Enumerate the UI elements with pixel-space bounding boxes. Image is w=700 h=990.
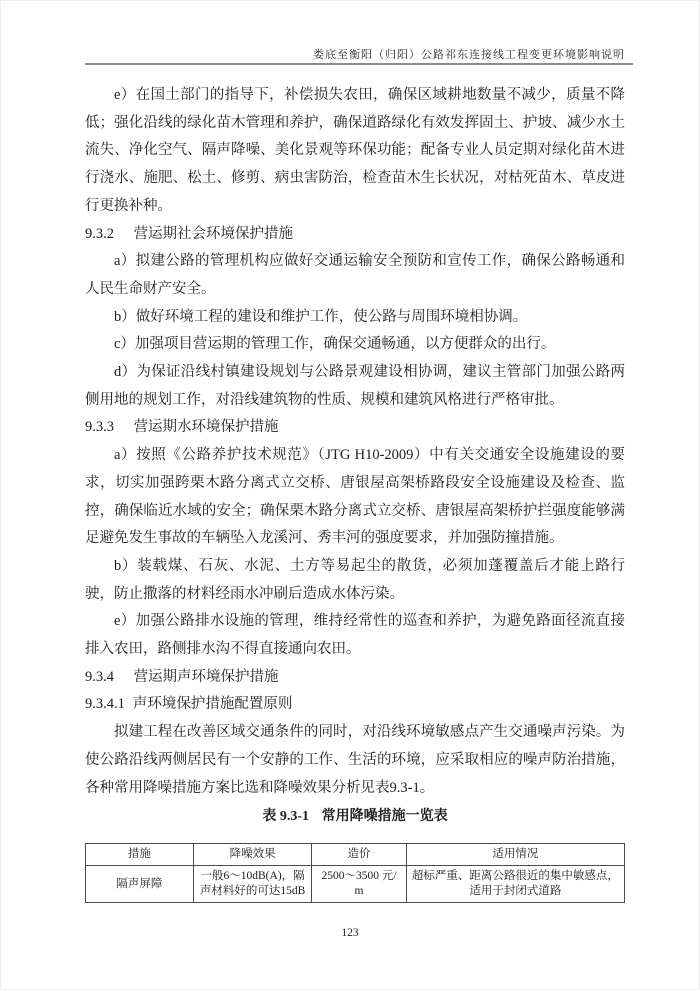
section-heading-9-3-4 [85, 664, 625, 692]
page-number: 123 [341, 927, 359, 939]
section-number: 9.3.2 [85, 225, 114, 242]
table-header-row [86, 844, 625, 866]
paragraph-e-farmland: e）在国土部门的指导下，补偿损失农田，确保区域耕地数量不减少，质量不降低；强化沿线的绿化苗木管理和养护，确保道路绿化有效发挥固土、护坡、减少水土流失、净化空气、隔声降噪、美化景观等环保功能；配备专业人员定期对绿化苗木进行浇水、施肥、松土、修剪、病虫害防治，检查苗木生长状况，对枯死苗木、草皮进行更换补种。 [85, 87, 625, 214]
paragraph-9-3-2-d: d）为保证沿线村镇建设规划与公路景观建设相协调，建议主管部门加强公路两侧用地的规划工作，对沿线建筑物的性质、规模和建筑风格进行严格审批。 [85, 364, 625, 408]
paragraph-noise-intro: 拟建工程在改善区域交通条件的同时，对沿线环境敏感点产生交通噪声污染。为使公路沿线两侧居民有一个安静的工作、生活的环境，应采取相应的噪声防治措施，各种常用降噪措施方案比选和降噪效果分析见表9.3-1。 [85, 724, 625, 796]
section-title: 营运期声环境保护措施 [133, 668, 279, 685]
running-header-title: 娄底至衡阳（归阳）公路祁东连接线工程变更环境影响说明 [313, 49, 625, 61]
paragraph-9-3-2-a: a）拟建公路的管理机构应做好交通运输安全预防和宣传工作，确保公路畅通和人民生命财产安全。 [85, 253, 625, 297]
document-body [85, 82, 625, 903]
column-header-cost: 造价 [312, 844, 406, 866]
section-title: 营运期水环境保护措施 [133, 419, 279, 436]
table-row [86, 866, 625, 903]
table-caption-title: 常用降噪措施一览表 [321, 809, 448, 825]
noise-measures-table [85, 843, 625, 903]
section-heading-9-3-3 [85, 414, 625, 442]
paragraph-9-3-2-b: b）做好环境工程的建设和维护工作，使公路与周围环境相协调。 [114, 308, 528, 325]
section-heading-9-3-4-1 [85, 691, 625, 719]
section-number: 9.3.4 [85, 668, 114, 685]
section-number: 9.3.4.1 [85, 696, 125, 713]
paragraph-9-3-2-c: c）加强项目营运期的管理工作，确保交通畅通，以方便群众的出行。 [114, 336, 556, 353]
section-number: 9.3.3 [85, 419, 114, 436]
cell-noise-reduction: 一般6～10dB(A)，隔声材料好的可达15dB [193, 866, 312, 903]
paragraph-9-3-3-b: b）装载煤、石灰、水泥、土方等易起尘的散货，必须加蓬覆盖后才能上路行驶，防止撒落的材料经雨水冲刷后造成水体污染。 [85, 557, 625, 602]
section-title: 声环境保护措施配置原则 [132, 696, 293, 713]
table-caption-label: 表 9.3-1 [262, 809, 310, 825]
cell-cost: 2500～3500 元/m [312, 866, 406, 903]
paragraph-9-3-3-e: e）加强公路排水设施的管理，维持经常性的巡查和养护，为避免路面径流直接排入农田，路侧排水沟不得直接通向农田。 [85, 613, 625, 658]
section-title: 营运期社会环境保护措施 [133, 225, 294, 242]
table-caption [85, 805, 625, 829]
column-header-applicability: 适用情况 [406, 844, 624, 866]
cell-applicability: 超标严重、距离公路很近的集中敏感点，适用于封闭式道路 [406, 866, 624, 903]
header-divider [85, 63, 633, 65]
section-heading-9-3-2 [85, 221, 625, 249]
column-header-measure: 措施 [86, 844, 194, 866]
paragraph-9-3-3-a: a）按照《公路养护技术规范》（JTG H10-2009）中有关交通安全设施建设的要求，切实加强跨栗木路分离式立交桥、唐银屋高架桥路段安全设施建设及检查、监控，确保临近水域的安全；确保栗木路分离式立交桥、唐银屋高架桥护拦强度能够满足避免发生事故的车辆坠入龙溪河、秀丰河的强度要求，并加强防撞措施。 [85, 447, 625, 547]
cell-measure: 隔声屏障 [86, 866, 194, 903]
column-header-noise-reduction: 降噪效果 [193, 844, 312, 866]
